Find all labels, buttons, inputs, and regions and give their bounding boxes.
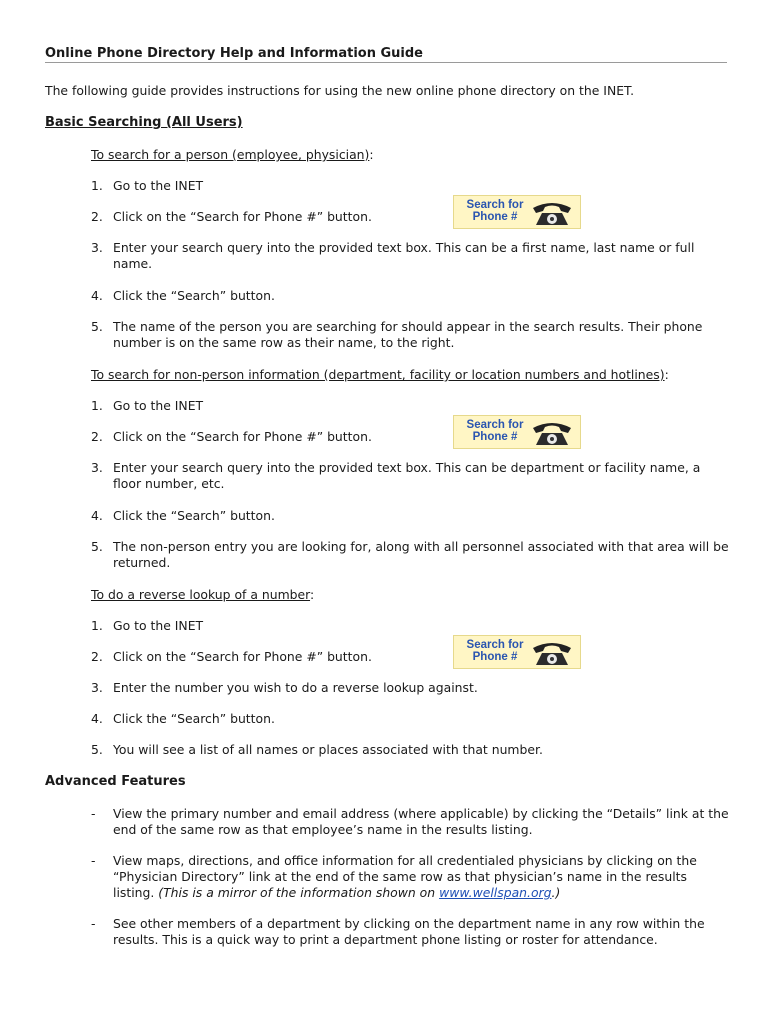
step-item: 5. The name of the person you are searching for should appear in the search results. Their phone number is on the same row as their name, to the right. [91, 319, 703, 350]
step-item: 4. Click the “Search” button. [91, 711, 275, 726]
telephone-icon [530, 639, 574, 667]
section-non-person-heading: To search for non-person information (department, facility or location numbers and hotlines): [91, 367, 669, 382]
search-for-phone-button[interactable] [453, 415, 581, 449]
search-button-label: Search for Phone # [466, 639, 524, 663]
intro-paragraph: The following guide provides instructions for using the new online phone directory on the INET. [45, 83, 635, 98]
step-item: 2. Click on the “Search for Phone #” button. [91, 209, 372, 224]
step-item: 1. Go to the INET [91, 178, 204, 193]
step-item: 3. Enter your search query into the provided text box. This can be a first name, last name or full name. [91, 240, 695, 271]
telephone-icon [530, 199, 574, 227]
search-for-phone-button[interactable] [453, 195, 581, 229]
search-button-label: Search for Phone # [466, 419, 524, 443]
page-title: Online Phone Directory Help and Information Guide [45, 46, 727, 63]
step-item: 2. Click on the “Search for Phone #” button. [91, 429, 372, 444]
step-item: 5. The non-person entry you are looking for, along with all personnel associated with that area will be returned. [91, 539, 729, 570]
search-for-phone-button[interactable] [453, 635, 581, 669]
advanced-features-heading: Advanced Features [45, 774, 186, 789]
step-item: 5. You will see a list of all names or places associated with that number. [91, 742, 543, 757]
step-item: 4. Click the “Search” button. [91, 508, 275, 523]
section-reverse-lookup-heading: To do a reverse lookup of a number: [91, 587, 315, 602]
mirror-note: (This is a mirror of the information shown on www.wellspan.org.) [158, 885, 561, 900]
step-item: 4. Click the “Search” button. [91, 288, 275, 303]
advanced-item: - View maps, directions, and office information for all credentialed physicians by clicking on the “Physician Directory” link at the end of the same row as that physician’s name in the results listing. (This is a mirror of the information shown on www.wellspan.org.) [91, 853, 697, 900]
step-item: 2. Click on the “Search for Phone #” button. [91, 649, 372, 664]
step-item: 1. Go to the INET [91, 618, 204, 633]
step-item: 1. Go to the INET [91, 398, 204, 413]
section-person-heading: To search for a person (employee, physician): [91, 147, 374, 162]
telephone-icon [530, 419, 574, 447]
basic-searching-heading: Basic Searching (All Users) [45, 115, 243, 130]
step-item: 3. Enter your search query into the provided text box. This can be department or facility name, a floor number, etc. [91, 460, 701, 491]
wellspan-link[interactable]: www.wellspan.org [439, 885, 552, 900]
search-button-label: Search for Phone # [466, 199, 524, 223]
advanced-item: - See other members of a department by clicking on the department name in any row within the results. This is a quick way to print a department phone listing or roster for attendance. [91, 916, 705, 947]
step-item: 3. Enter the number you wish to do a reverse lookup against. [91, 680, 478, 695]
advanced-item: - View the primary number and email address (where applicable) by clicking the “Details” link at the end of the same row as that employee’s name in the results listing. [91, 806, 729, 837]
